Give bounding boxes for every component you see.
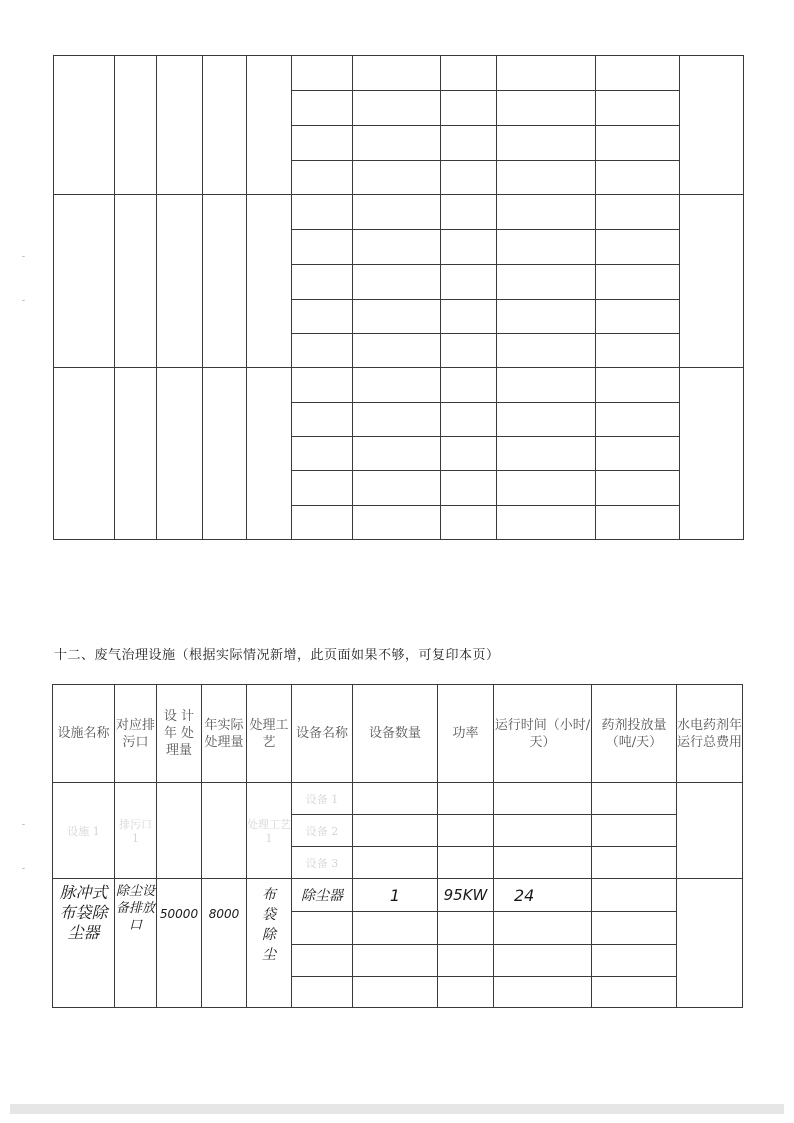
- header-equipment-name: 设备名称: [292, 685, 353, 783]
- filled-facility-name: 脉冲式布袋除尘器: [53, 879, 115, 1008]
- scan-mark: -: [22, 864, 26, 874]
- scan-mark: -: [22, 296, 26, 306]
- header-actual-capacity: 年实际处理量: [202, 685, 247, 783]
- template-equipment-2: 设备 2: [292, 815, 353, 847]
- filled-process: 布袋除尘: [247, 879, 292, 1008]
- template-equipment-3: 设备 3: [292, 847, 353, 879]
- table-row: [54, 368, 744, 403]
- header-facility-name: 设施名称: [53, 685, 115, 783]
- header-equipment-count: 设备数量: [353, 685, 438, 783]
- filled-design-capacity: 50000: [157, 879, 202, 1008]
- template-process: 处理工艺 1: [247, 783, 292, 879]
- scan-mark: -: [22, 252, 26, 262]
- exhaust-treatment-table: [52, 684, 743, 1008]
- header-dosage: 药剂投放量（吨/天）: [592, 685, 677, 783]
- continuation-table: [53, 55, 744, 540]
- table-row: [54, 56, 744, 91]
- header-power: 功率: [438, 685, 494, 783]
- filled-equipment-name: 除尘器: [292, 879, 353, 912]
- header-process: 处理工艺: [247, 685, 292, 783]
- filled-power: 95KW: [438, 879, 494, 912]
- header-outlet: 对应排污口: [115, 685, 157, 783]
- template-equipment-1: 设备 1: [292, 783, 353, 815]
- table-row: [54, 195, 744, 230]
- header-runtime: 运行时间（小时/天）: [494, 685, 592, 783]
- template-row: [53, 783, 743, 815]
- filled-outlet: 除尘设备排放口: [115, 879, 157, 1008]
- template-facility: 设施 1: [53, 783, 115, 879]
- header-design-capacity: 设 计 年 处 理量: [157, 685, 202, 783]
- template-outlet: 排污口 1: [115, 783, 157, 879]
- header-annual-cost: 水电药剂年运行总费用: [677, 685, 743, 783]
- header-row: [53, 685, 743, 783]
- scan-mark: -: [22, 820, 26, 830]
- filled-equipment-count: 1: [353, 879, 438, 912]
- filled-runtime: 24: [494, 879, 592, 912]
- scan-footer-band: [10, 1104, 784, 1114]
- section-title: 十二、废气治理设施（根据实际情况新增，此页面如果不够，可复印本页）: [54, 648, 500, 663]
- filled-actual-capacity: 8000: [202, 879, 247, 1008]
- filled-row: [53, 879, 743, 912]
